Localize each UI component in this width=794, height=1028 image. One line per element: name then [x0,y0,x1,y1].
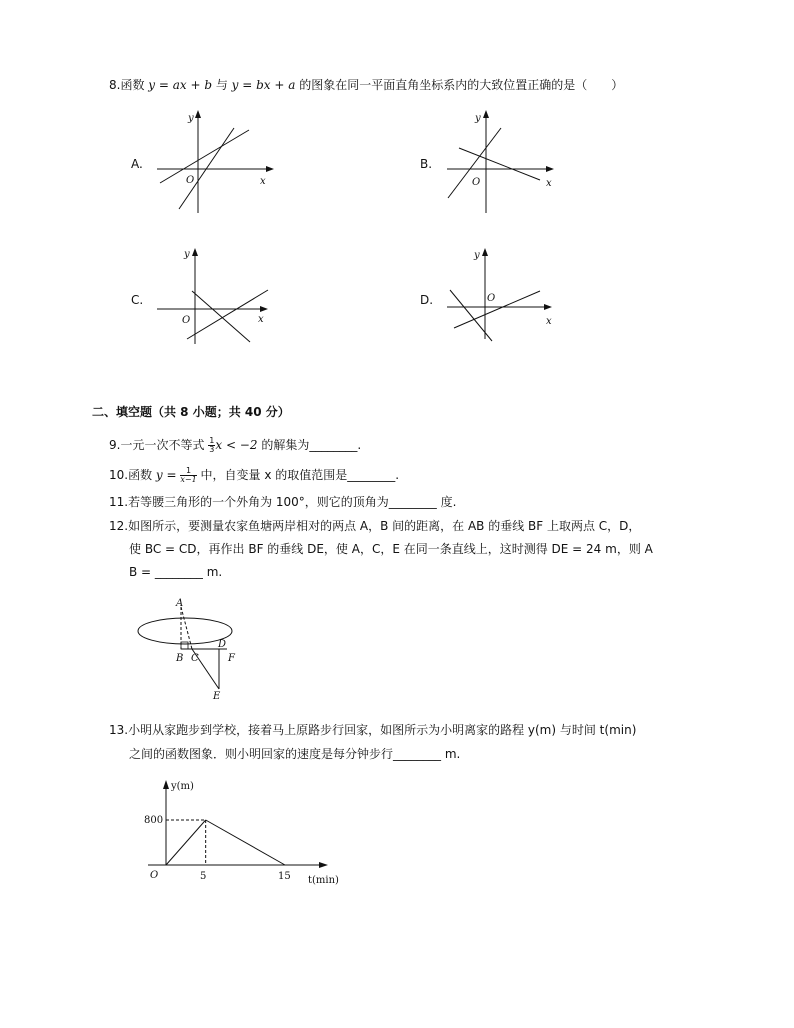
q12-label-d: D [218,639,227,650]
q8-option-b-label: B. [420,157,433,171]
q8-option-c-label: C. [131,293,144,307]
q12-line3: B = ________ m. [129,565,223,579]
q8-c-x-label: x [258,314,264,325]
q9-frac-den: 3 [209,445,215,454]
q8-stem [109,77,623,93]
q9-after: x < −2 [215,438,258,452]
q8-option-d-label: D. [420,293,434,307]
q8-b-origin-label: O [472,177,481,188]
q9-pre: 9.一元一次不等式 [109,438,209,452]
q8-c-origin-label: O [182,315,191,326]
q8-d-y-label: y [474,250,480,261]
q12-figure [135,592,245,702]
q8-option-b-graph [440,108,570,218]
q13-origin: O [150,870,159,881]
q9-post: 的解集为________. [257,438,362,452]
q8-formula1: y = ax + b [148,78,213,92]
q8-d-x-label: x [546,316,552,327]
q8-text-post: 的图象在同一平面直角坐标系内的大致位置正确的是（ ） [295,78,624,92]
q13-y-arrow [163,780,169,789]
q13-segment-1 [206,820,285,865]
q8-a-x-label: x [260,176,266,187]
q8-a-origin-label: O [186,175,195,186]
q13-chart [140,777,360,892]
q13-x-arrow [319,862,328,868]
q8-d-origin-label: O [487,293,496,304]
q10-fraction [180,467,196,484]
q8-option-a-graph [150,108,280,218]
q8-option-d-graph [440,244,570,354]
q12-line2: 使 BC = CD，再作出 BF 的垂线 DE，使 A，C，E 在同一条直线上，这时测得 DE = 24 m，则 A [129,542,653,556]
q8-text-pre: 8.函数 [109,78,149,92]
q12-label-c: C [191,653,199,664]
q13-x-tick-15: 15 [278,871,291,882]
q12-label-f: F [228,653,235,664]
q11: 11.若等腰三角形的一个外角为 100°，则它的顶角为________ 度. [109,495,457,509]
q8-c-y-label: y [184,249,190,260]
q10-lhs: y = [155,468,181,482]
q10-post: 中，自变量 x 的取值范围是________. [196,468,400,482]
q8-b-y-label: y [475,113,481,124]
q12-line1: 12.如图所示，要测量农家鱼塘两岸相对的两点 A，B 间的距离，在 AB 的垂线 BF 上取两点 C，D， [109,519,641,533]
q13-xlabel: t(min) [308,875,339,886]
q10-pre: 10.函数 [109,468,156,482]
q13-line2: 之间的函数图象．则小明回家的速度是每分钟步行________ m. [129,747,461,761]
section2-title: 二、填空题（共 8 小题；共 40 分） [92,405,290,419]
q12-label-b: B [176,653,184,664]
q8-formula2: y = bx + a [231,78,296,92]
q9-frac-num: 1 [209,436,215,445]
q12-label-e: E [213,691,221,702]
q10-frac-den: x−1 [180,475,197,484]
q13-line1: 13.小明从家跑步到学校，接着马上原路步行回家，如图所示为小明离家的路程 y(m) 与时间 t(min) [109,723,637,737]
q13-y-tick: 800 [144,815,164,826]
q13-ylabel: y(m) [171,781,194,792]
q8-a-y-label: y [188,113,194,124]
q13-x-tick-5: 5 [200,871,207,882]
q8-text-mid: 与 [212,78,232,92]
q10 [109,467,399,484]
q8-option-c-graph [150,244,280,354]
q10-frac-num: 1 [180,467,196,476]
q8-b-x-label: x [546,178,552,189]
q9 [109,437,361,454]
q13-segment-0 [166,820,206,865]
q8-option-a-label: A. [131,157,143,171]
q12-label-a: A [176,598,184,609]
